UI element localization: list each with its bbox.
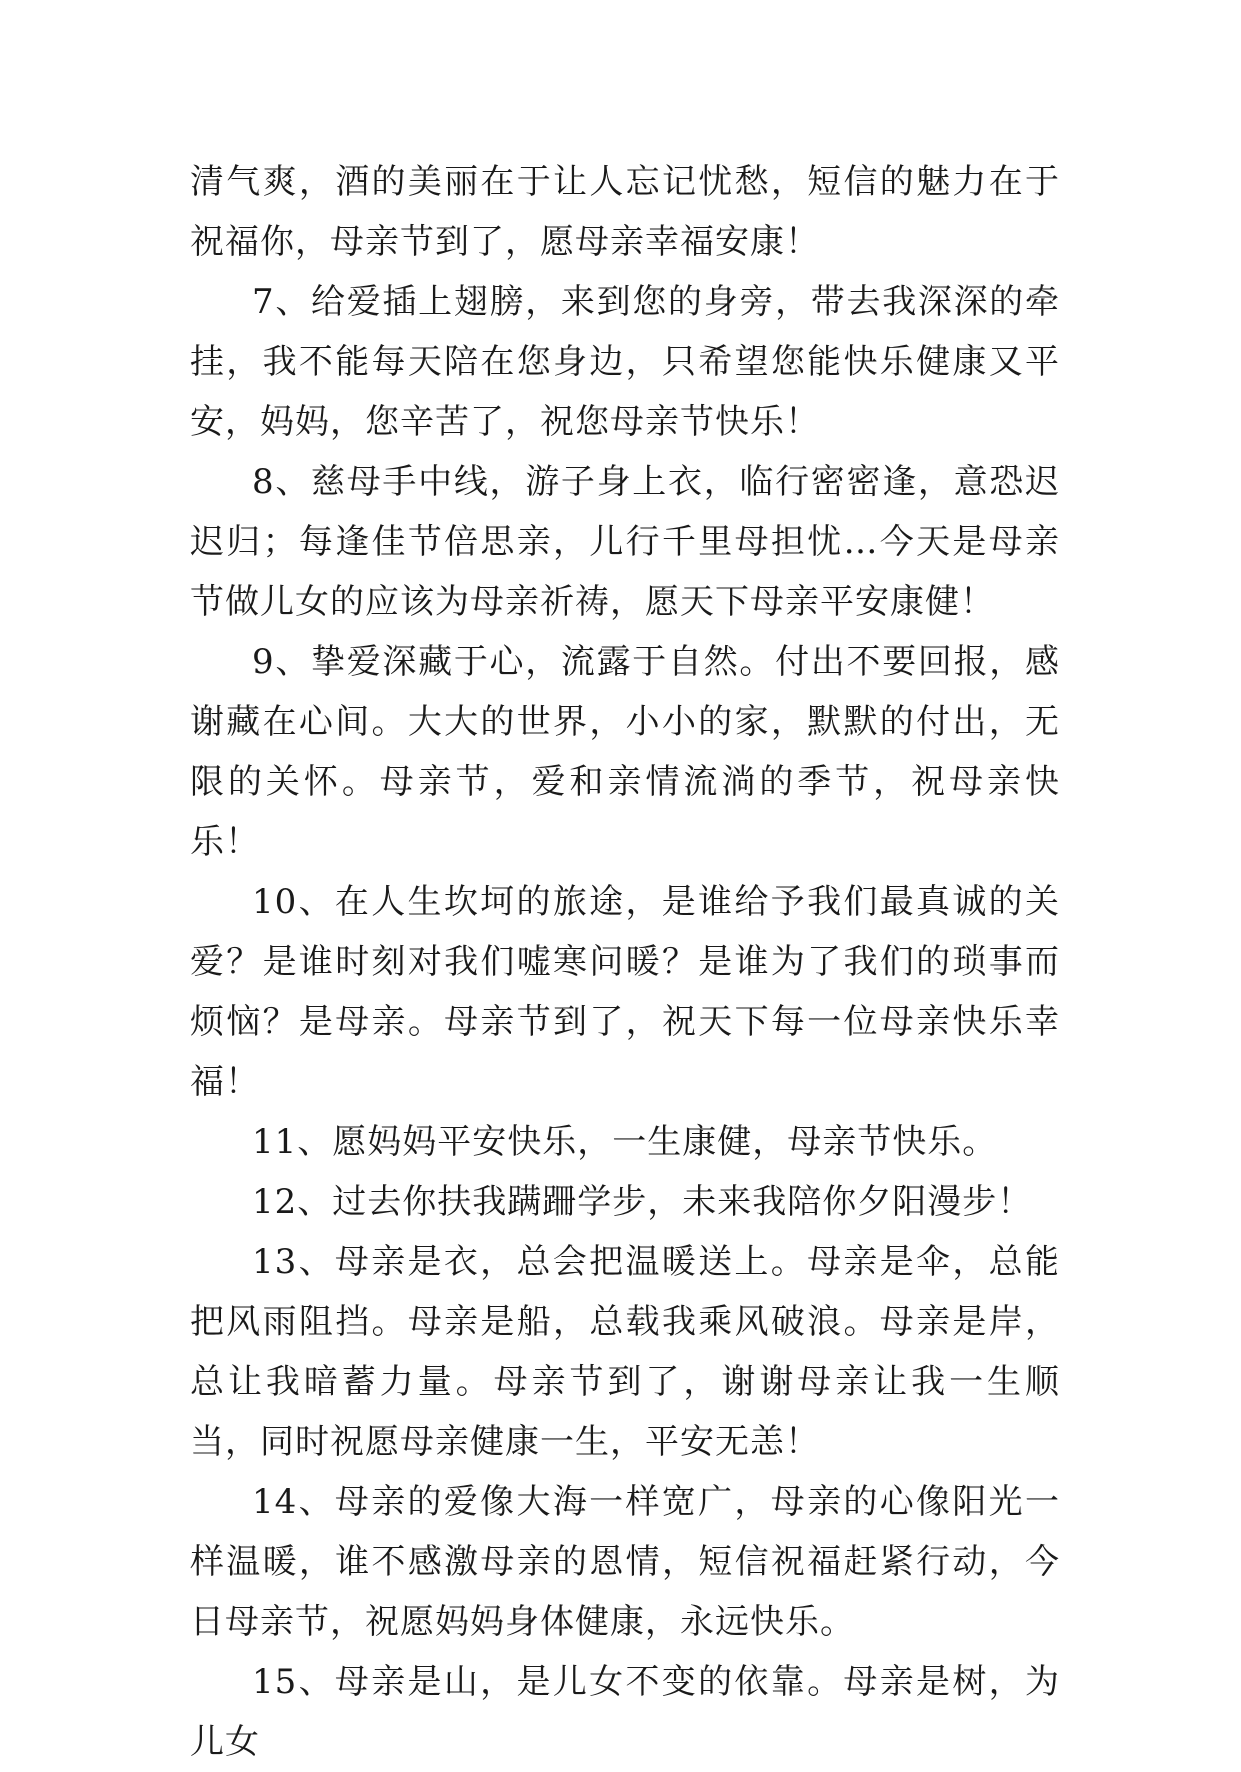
paragraph-item-11: 11、愿妈妈平安快乐，一生康健，母亲节快乐。 xyxy=(252,1122,998,1162)
paragraph-item-9: 9、挚爱深藏于心，流露于自然。付出不要回报，感谢藏在心间。大大的世界，小小的家，默默的付出，无限的关怀。母亲节，爱和亲情流淌的季节，祝母亲快乐！ xyxy=(190,642,1060,862)
paragraph-item-14: 14、母亲的爱像大海一样宽广，母亲的心像阳光一样温暖，谁不感激母亲的恩情，短信祝福赶紧行动，今日母亲节，祝愿妈妈身体健康，永远快乐。 xyxy=(190,1482,1060,1642)
document-body xyxy=(190,152,1060,1772)
paragraph-item-13: 13、母亲是衣，总会把温暖送上。母亲是伞，总能把风雨阻挡。母亲是船，总载我乘风破浪。母亲是岸，总让我暗蓄力量。母亲节到了，谢谢母亲让我一生顺当，同时祝愿母亲健康一生，平安无恙！ xyxy=(190,1242,1060,1462)
paragraph-item-10: 10、在人生坎坷的旅途，是谁给予我们最真诚的关爱？是谁时刻对我们嘘寒问暖？是谁为了我们的琐事而烦恼？是母亲。母亲节到了，祝天下每一位母亲快乐幸福！ xyxy=(190,882,1060,1102)
paragraph-item-12: 12、过去你扶我蹒跚学步，未来我陪你夕阳漫步！ xyxy=(252,1182,1033,1222)
paragraph-item-8: 8、慈母手中线，游子身上衣，临行密密逢，意恐迟迟归；每逢佳节倍思亲，儿行千里母担忧…今天是母亲节做儿女的应该为母亲祈祷，愿天下母亲平安康健！ xyxy=(190,462,1060,622)
paragraph-item-7: 7、给爱插上翅膀，来到您的身旁，带去我深深的牵挂，我不能每天陪在您身边，只希望您能快乐健康又平安，妈妈，您辛苦了，祝您母亲节快乐！ xyxy=(190,282,1060,442)
paragraph-continuation: 清气爽，酒的美丽在于让人忘记忧愁，短信的魅力在于祝福你，母亲节到了，愿母亲幸福安康！ xyxy=(190,162,1060,262)
paragraph-item-15: 15、母亲是山，是儿女不变的依靠。母亲是树，为儿女 xyxy=(190,1662,1060,1762)
